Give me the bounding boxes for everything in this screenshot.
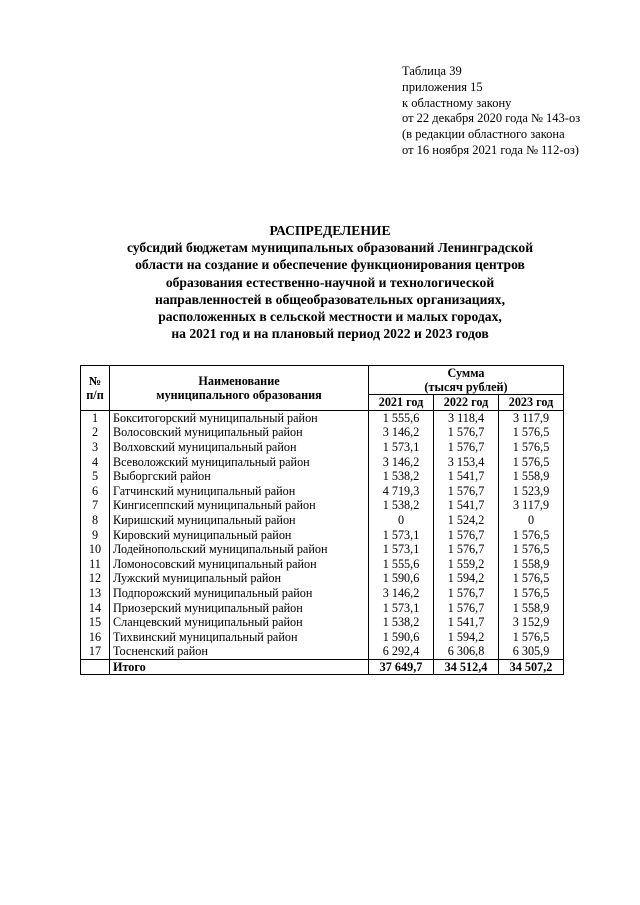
header-note-line: приложения 15	[402, 79, 483, 94]
municipality-name-cell: Всеволожский муниципальный район	[110, 454, 369, 469]
header-note-line: от 22 декабря 2020 года № 143-оз	[402, 111, 581, 126]
total-2022: 34 512,4	[434, 659, 499, 675]
value-2021-cell: 3 146,2	[369, 586, 434, 601]
table-row	[81, 469, 564, 484]
value-2021-cell: 6 292,4	[369, 644, 434, 659]
table-row	[81, 440, 564, 455]
total-2021: 37 649,7	[369, 659, 434, 675]
value-2022-cell: 1 524,2	[434, 513, 499, 528]
value-2021-cell: 1 555,6	[369, 410, 434, 425]
municipality-name-cell: Ломоносовский муниципальный район	[110, 557, 369, 572]
municipality-name-cell: Сланцевский муниципальный район	[110, 615, 369, 630]
header-year: 2022 год	[434, 395, 499, 411]
row-number-cell: 3	[81, 440, 110, 455]
value-2022-cell: 1 576,7	[434, 542, 499, 557]
table-row	[81, 630, 564, 645]
municipality-name-cell: Выборгский район	[110, 469, 369, 484]
municipality-name-cell: Волховский муниципальный район	[110, 440, 369, 455]
row-number-cell: 2	[81, 425, 110, 440]
value-2021-cell: 4 719,3	[369, 484, 434, 499]
value-2021-cell: 3 146,2	[369, 425, 434, 440]
municipality-name-cell: Кингисеппский муниципальный район	[110, 498, 369, 513]
value-2021-cell: 1 538,2	[369, 615, 434, 630]
value-2022-cell: 1 576,7	[434, 600, 499, 615]
value-2022-cell: 1 576,7	[434, 425, 499, 440]
value-2021-cell: 1 538,2	[369, 469, 434, 484]
value-2023-cell: 1 576,5	[499, 586, 564, 601]
value-2023-cell: 3 117,9	[499, 498, 564, 513]
row-number-cell: 14	[81, 600, 110, 615]
row-number-cell: 10	[81, 542, 110, 557]
value-2021-cell: 1 573,1	[369, 600, 434, 615]
table-row	[81, 425, 564, 440]
value-2022-cell: 1 594,2	[434, 571, 499, 586]
header-num-line: п/п	[86, 387, 104, 402]
distribution-table	[80, 365, 564, 675]
value-2022-cell: 1 541,7	[434, 615, 499, 630]
value-2023-cell: 1 576,5	[499, 542, 564, 557]
table-row	[81, 586, 564, 601]
municipality-name-cell: Подпорожский муниципальный район	[110, 586, 369, 601]
value-2021-cell: 1 573,1	[369, 527, 434, 542]
value-2023-cell: 3 152,9	[499, 615, 564, 630]
municipality-name-cell: Тихвинский муниципальный район	[110, 630, 369, 645]
table-body	[81, 410, 564, 659]
table-row	[81, 542, 564, 557]
value-2023-cell: 1 576,5	[499, 571, 564, 586]
header-name-line: Наименование	[198, 373, 280, 388]
municipality-name-cell: Кировский муниципальный район	[110, 527, 369, 542]
subtitle-line: на 2021 год и на плановый период 2022 и 2023 годов	[171, 326, 489, 342]
value-2023-cell: 1 558,9	[499, 557, 564, 572]
value-2023-cell: 6 305,9	[499, 644, 564, 659]
value-2022-cell: 1 559,2	[434, 557, 499, 572]
subtitle-line: образования естественно-научной и технологической	[165, 274, 495, 290]
value-2021-cell: 3 146,2	[369, 454, 434, 469]
value-2021-cell: 1 590,6	[369, 630, 434, 645]
value-2022-cell: 1 541,7	[434, 498, 499, 513]
table-row	[81, 410, 564, 425]
table-row	[81, 454, 564, 469]
row-number-cell: 4	[81, 454, 110, 469]
municipality-name-cell: Лодейнопольский муниципальный район	[110, 542, 369, 557]
value-2023-cell: 1 576,5	[499, 454, 564, 469]
value-2022-cell: 1 576,7	[434, 484, 499, 499]
value-2022-cell: 1 541,7	[434, 469, 499, 484]
value-2022-cell: 1 576,7	[434, 527, 499, 542]
header-name	[110, 366, 369, 411]
header-note-line: (в редакции областного закона	[402, 127, 565, 142]
value-2021-cell: 1 573,1	[369, 542, 434, 557]
table-row	[81, 600, 564, 615]
row-number-cell: 13	[81, 586, 110, 601]
row-number-cell: 17	[81, 644, 110, 659]
value-2021-cell: 0	[369, 513, 434, 528]
header-note-line: Таблица 39	[402, 64, 462, 78]
value-2023-cell: 3 117,9	[499, 410, 564, 425]
row-number-cell: 11	[81, 557, 110, 572]
row-number-cell: 6	[81, 484, 110, 499]
value-2021-cell: 1 555,6	[369, 557, 434, 572]
table-row	[81, 484, 564, 499]
total-num-cell	[81, 659, 110, 675]
header-note	[402, 64, 580, 159]
header-sum-line: (тысяч рублей)	[424, 380, 508, 394]
value-2022-cell: 1 594,2	[434, 630, 499, 645]
total-label: Итого	[110, 659, 369, 675]
subtitle-line: расположенных в сельской местности и малых городах,	[158, 309, 502, 325]
header-num-line: №	[88, 373, 102, 388]
municipality-name-cell: Гатчинский муниципальный район	[110, 484, 369, 499]
municipality-name-cell: Киришский муниципальный район	[110, 513, 369, 528]
value-2023-cell: 1 523,9	[499, 484, 564, 499]
row-number-cell: 16	[81, 630, 110, 645]
value-2023-cell: 1 576,5	[499, 527, 564, 542]
value-2023-cell: 1 576,5	[499, 630, 564, 645]
row-number-cell: 8	[81, 513, 110, 528]
header-num	[81, 366, 110, 411]
subtitle-line: субсидий бюджетам муниципальных образований Ленинградской	[126, 240, 534, 256]
table-row	[81, 615, 564, 630]
table-row	[81, 644, 564, 659]
row-number-cell: 5	[81, 469, 110, 484]
row-number-cell: 1	[81, 410, 110, 425]
document-title-block	[60, 222, 600, 342]
municipality-name-cell: Приозерский муниципальный район	[110, 600, 369, 615]
value-2023-cell: 1 576,5	[499, 440, 564, 455]
table-row	[81, 557, 564, 572]
municipality-name-cell: Лужский муниципальный район	[110, 571, 369, 586]
total-2023: 34 507,2	[499, 659, 564, 675]
value-2021-cell: 1 590,6	[369, 571, 434, 586]
value-2023-cell: 1 576,5	[499, 425, 564, 440]
header-sum-line: Сумма	[447, 366, 485, 380]
value-2022-cell: 3 153,4	[434, 454, 499, 469]
value-2022-cell: 6 306,8	[434, 644, 499, 659]
header-year: 2023 год	[499, 395, 564, 411]
value-2022-cell: 1 576,7	[434, 440, 499, 455]
header-sum	[369, 366, 564, 395]
subtitle-line: области на создание и обеспечение функционирования центров	[135, 257, 525, 273]
document-title: РАСПРЕДЕЛЕНИЕ	[269, 223, 391, 238]
row-number-cell: 12	[81, 571, 110, 586]
municipality-name-cell: Волосовский муниципальный район	[110, 425, 369, 440]
value-2023-cell: 0	[499, 513, 564, 528]
row-number-cell: 7	[81, 498, 110, 513]
value-2023-cell: 1 558,9	[499, 469, 564, 484]
value-2021-cell: 1 573,1	[369, 440, 434, 455]
table-row	[81, 513, 564, 528]
municipality-name-cell: Бокситогорский муниципальный район	[110, 410, 369, 425]
value-2021-cell: 1 538,2	[369, 498, 434, 513]
table-row	[81, 498, 564, 513]
row-number-cell: 9	[81, 527, 110, 542]
municipality-name-cell: Тосненский район	[110, 644, 369, 659]
value-2023-cell: 1 558,9	[499, 600, 564, 615]
header-note-line: к областному закону	[402, 95, 512, 110]
value-2022-cell: 1 576,7	[434, 586, 499, 601]
subtitle-line: направленностей в общеобразовательных организациях,	[155, 291, 505, 307]
value-2022-cell: 3 118,4	[434, 410, 499, 425]
total-row	[81, 659, 564, 675]
header-year: 2021 год	[369, 395, 434, 411]
table-row	[81, 527, 564, 542]
header-name-line: муниципального образования	[156, 387, 322, 402]
header-note-line: от 16 ноября 2021 года № 112-оз)	[402, 142, 579, 157]
table-row	[81, 571, 564, 586]
row-number-cell: 15	[81, 615, 110, 630]
